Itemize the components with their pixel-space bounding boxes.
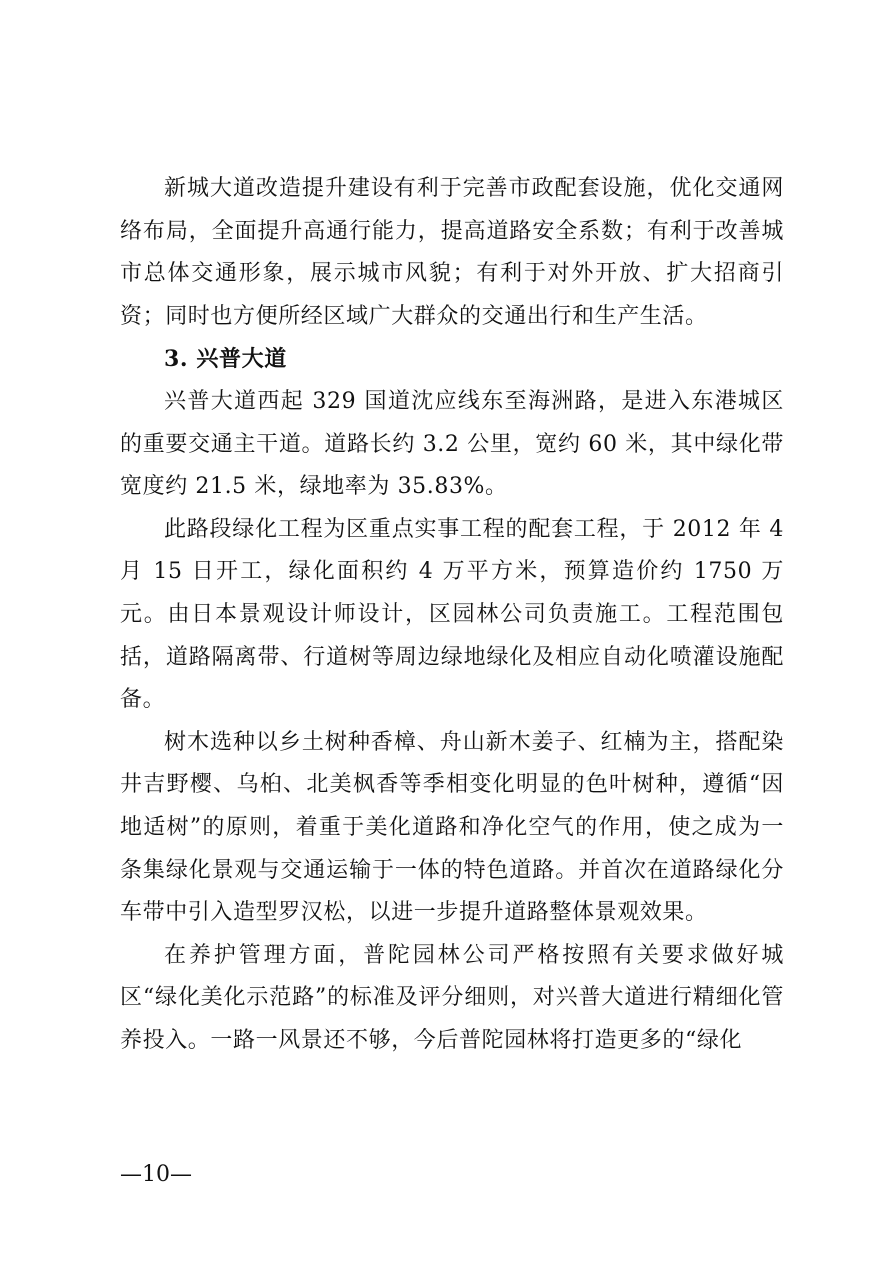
paragraph-xingpu-overview: 兴普大道西起 329 国道沈应线东至海洲路，是进入东港城区的重要交通主干道。道路长约 3.2 公里，宽约 60 米，其中绿化带宽度约 21.5 米，绿地率为 35.83%。 bbox=[120, 388, 784, 500]
paragraph-maintenance: 在养护管理方面，普陀园林公司严格按照有关要求做好城区“绿化美化示范路”的标准及评分细则，对兴普大道进行精细化管养投入。一路一风景还不够，今后普陀园林将打造更多的“绿化 bbox=[120, 942, 784, 1053]
paragraph-xincheng-avenue: 新城大道改造提升建设有利于完善市政配套设施，优化交通网络布局，全面提升高通行能力，提高道路安全系数；有利于改善城市总体交通形象，展示城市风貌；有利于对外开放、扩大招商引资；同时也方便所经区域广大群众的交通出行和生产生活。 bbox=[120, 176, 784, 329]
section-heading-xingpu-avenue: 3. 兴普大道 bbox=[164, 346, 287, 373]
paragraph-tree-selection: 树木选种以乡土树种香樟、舟山新木姜子、红楠为主，搭配染井吉野樱、乌桕、北美枫香等季相变化明显的色叶树种，遵循“因地适树”的原则，着重于美化道路和净化空气的作用，使之成为一条集绿化景观与交通运输于一体的特色道路。并首次在道路绿化分车带中引入造型罗汉松，以进一步提升道路整体景观效果。 bbox=[120, 729, 784, 926]
paragraph-greening-project: 此路段绿化工程为区重点实事工程的配套工程，于 2012 年 4 月 15 日开工，绿化面积约 4 万平方米，预算造价约 1750 万元。由日本景观设计师设计，区园林公司负责施工。工程范围包括，道路隔离带、行道树等周边绿地绿化及相应自动化喷灌设施配备。 bbox=[120, 516, 784, 713]
document-body bbox=[120, 168, 784, 1062]
page-number: —10— bbox=[120, 1162, 192, 1187]
